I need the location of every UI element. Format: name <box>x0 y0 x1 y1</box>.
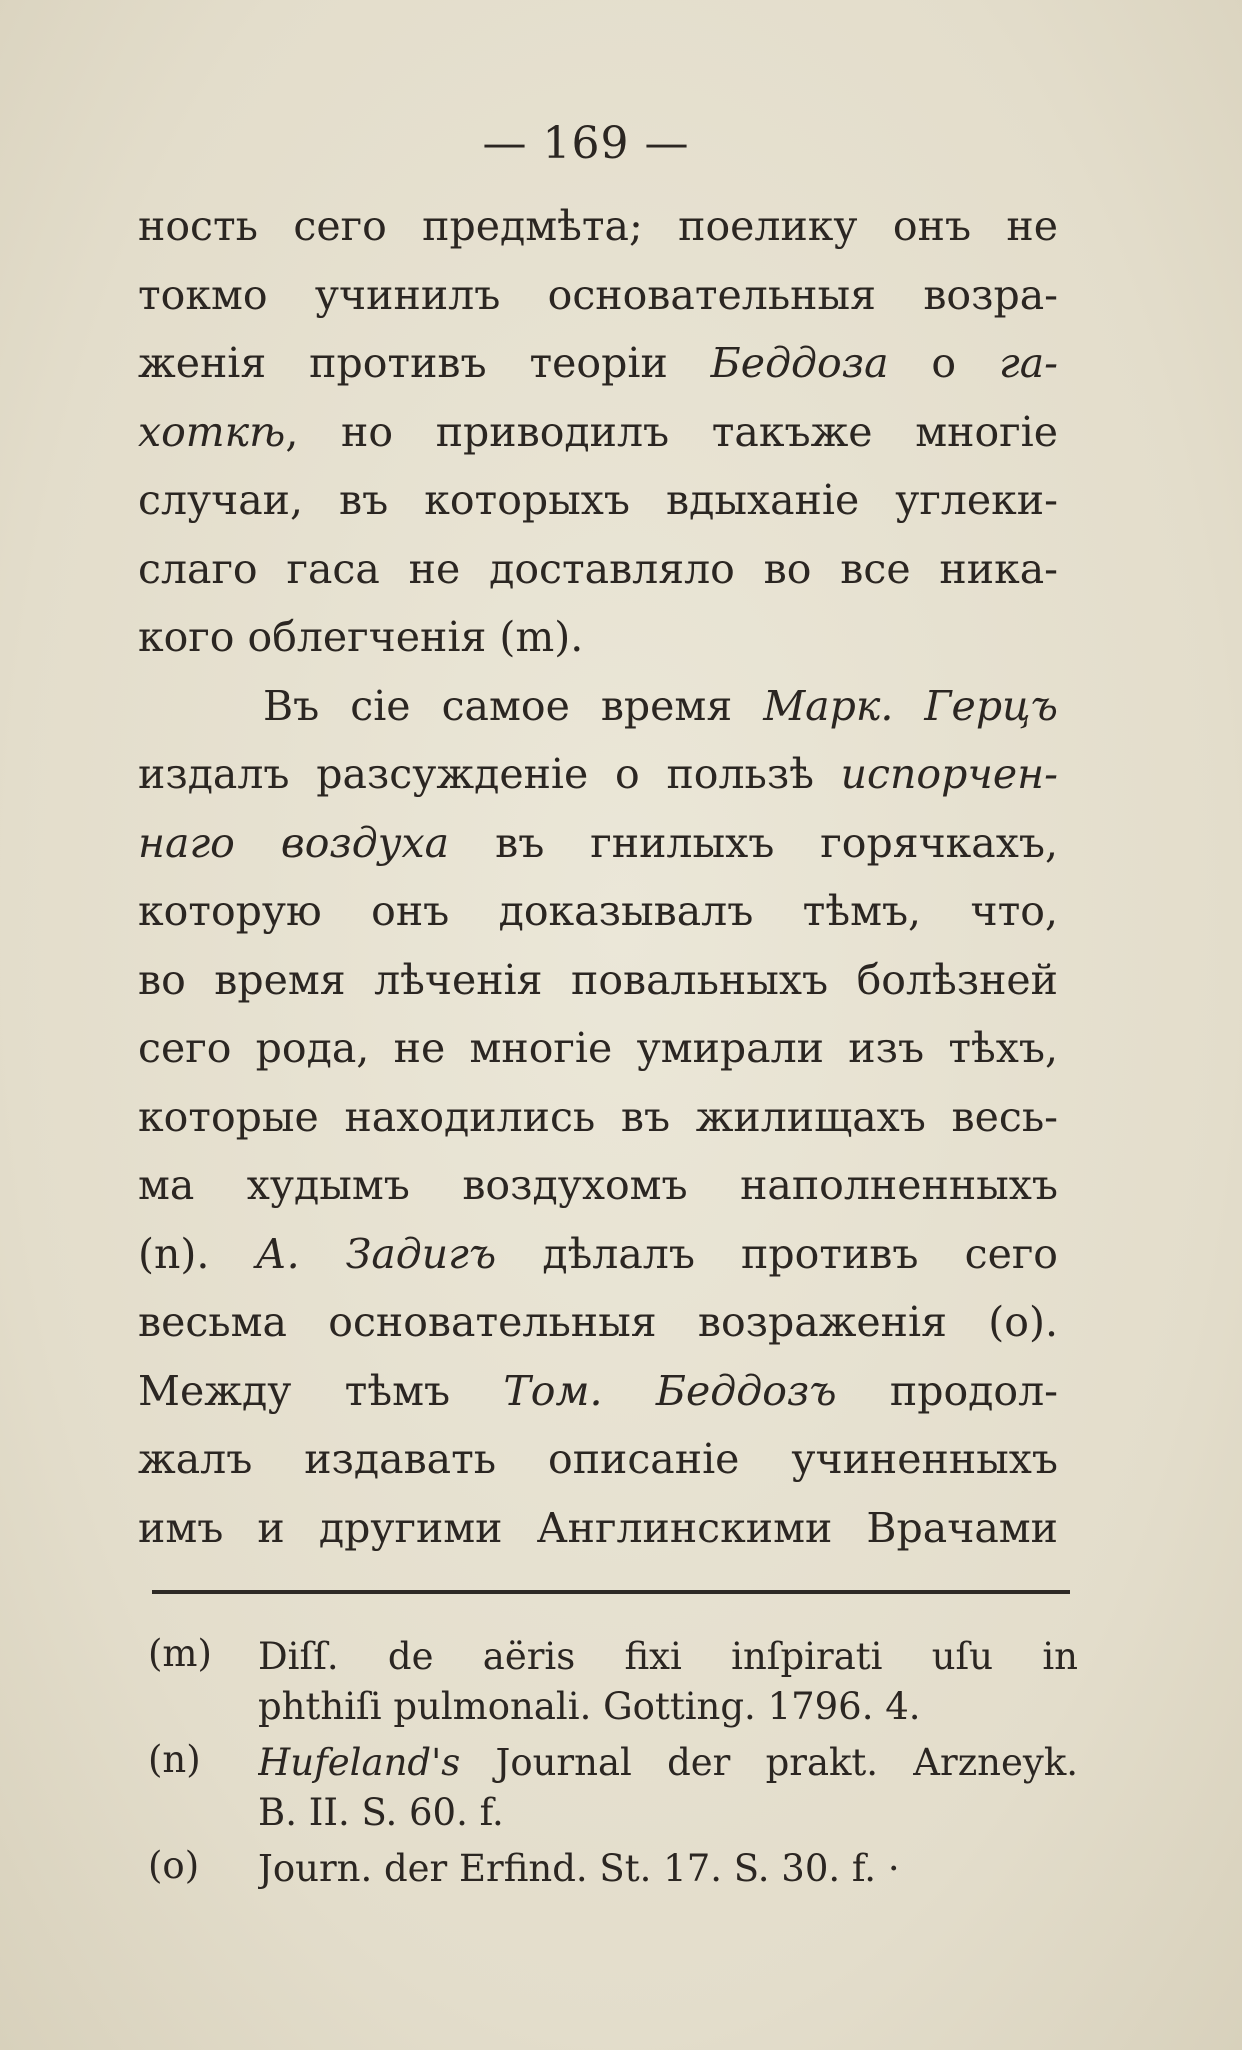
footnote-line: B. II. S. 60. f. <box>258 1791 504 1834</box>
footnote-n <box>148 1738 1078 1838</box>
text-line: кого облегченія (m). <box>138 613 584 661</box>
text-line: жалъ издавать описаніе учиненныхъ <box>138 1435 1058 1483</box>
text-line: слаго гаса не доставляло во все ника- <box>138 544 1058 593</box>
text-line: имъ и другими Англинскими Врачами <box>138 1503 1058 1552</box>
footnote-line: phthiſi pulmonali. Gotting. 1796. 4. <box>258 1685 921 1728</box>
text-line: (n). А. Задигъ дѣлалъ противъ сего <box>138 1229 1058 1278</box>
page-number: — 169 — <box>482 118 690 169</box>
footnote-mark: (o) <box>148 1844 200 1887</box>
text-line: которую онъ доказывалъ тѣмъ, что, <box>138 887 1058 935</box>
text-line: случаи, въ которыхъ вдыханіе углеки- <box>138 476 1058 524</box>
italic-term: га- <box>998 339 1058 387</box>
footnote-mark: (n) <box>148 1738 201 1781</box>
footnote-m <box>148 1632 1078 1732</box>
footnote-line: Hufeland's Journal der prakt. Arzneyk. <box>258 1741 1078 1784</box>
italic-term: испорчен- <box>840 750 1058 798</box>
italic-name: Беддоза <box>710 339 889 387</box>
text-line: женія противъ теоріи Беддоза о га- <box>138 339 1058 387</box>
text-line: хоткѣ, но приводилъ такъже многіе <box>138 407 1058 456</box>
text-line: токмо учинилъ основательныя возра- <box>138 270 1058 319</box>
footnote-line: Journ. der Erfind. St. 17. S. 30. f. · <box>258 1847 900 1890</box>
footnote-o <box>148 1844 1078 1894</box>
footnote-divider <box>152 1590 1070 1594</box>
text-line: ность сего предмѣта; поелику онъ не <box>138 202 1058 250</box>
body-text <box>138 192 1058 1562</box>
text-line: ма худымъ воздухомъ наполненныхъ <box>138 1161 1058 1209</box>
footnotes <box>148 1632 1078 1900</box>
italic-term: хоткѣ <box>138 407 286 456</box>
footnote-mark: (m) <box>148 1632 212 1675</box>
text-line: издалъ разсужденіе о пользѣ испорчен- <box>138 750 1058 798</box>
italic-name: А. Задигъ <box>255 1229 497 1278</box>
text-line: весьма основательныя возраженія (o). <box>138 1298 1058 1346</box>
text-line: которые находились въ жилищахъ весь- <box>138 1092 1058 1141</box>
text-line: Между тѣмъ Том. Беддозъ продол- <box>138 1366 1058 1415</box>
italic-name: Том. Беддозъ <box>503 1366 837 1415</box>
italic-name: Hufeland's <box>258 1741 461 1784</box>
text-line: наго воздуха въ гнилыхъ горячкахъ, <box>138 818 1058 867</box>
footnote-line: Diſſ. de aëris fixi inſpirati uſu in <box>258 1635 1078 1678</box>
italic-term: наго воздуха <box>138 818 450 867</box>
italic-name: Марк. Герцъ <box>763 681 1058 730</box>
text-line: во время лѣченія повальныхъ болѣзней <box>138 955 1058 1004</box>
text-line: сего рода, не многіе умирали изъ тѣхъ, <box>138 1024 1058 1072</box>
text-line: Въ сіе самое время Марк. Герцъ <box>263 681 1058 730</box>
